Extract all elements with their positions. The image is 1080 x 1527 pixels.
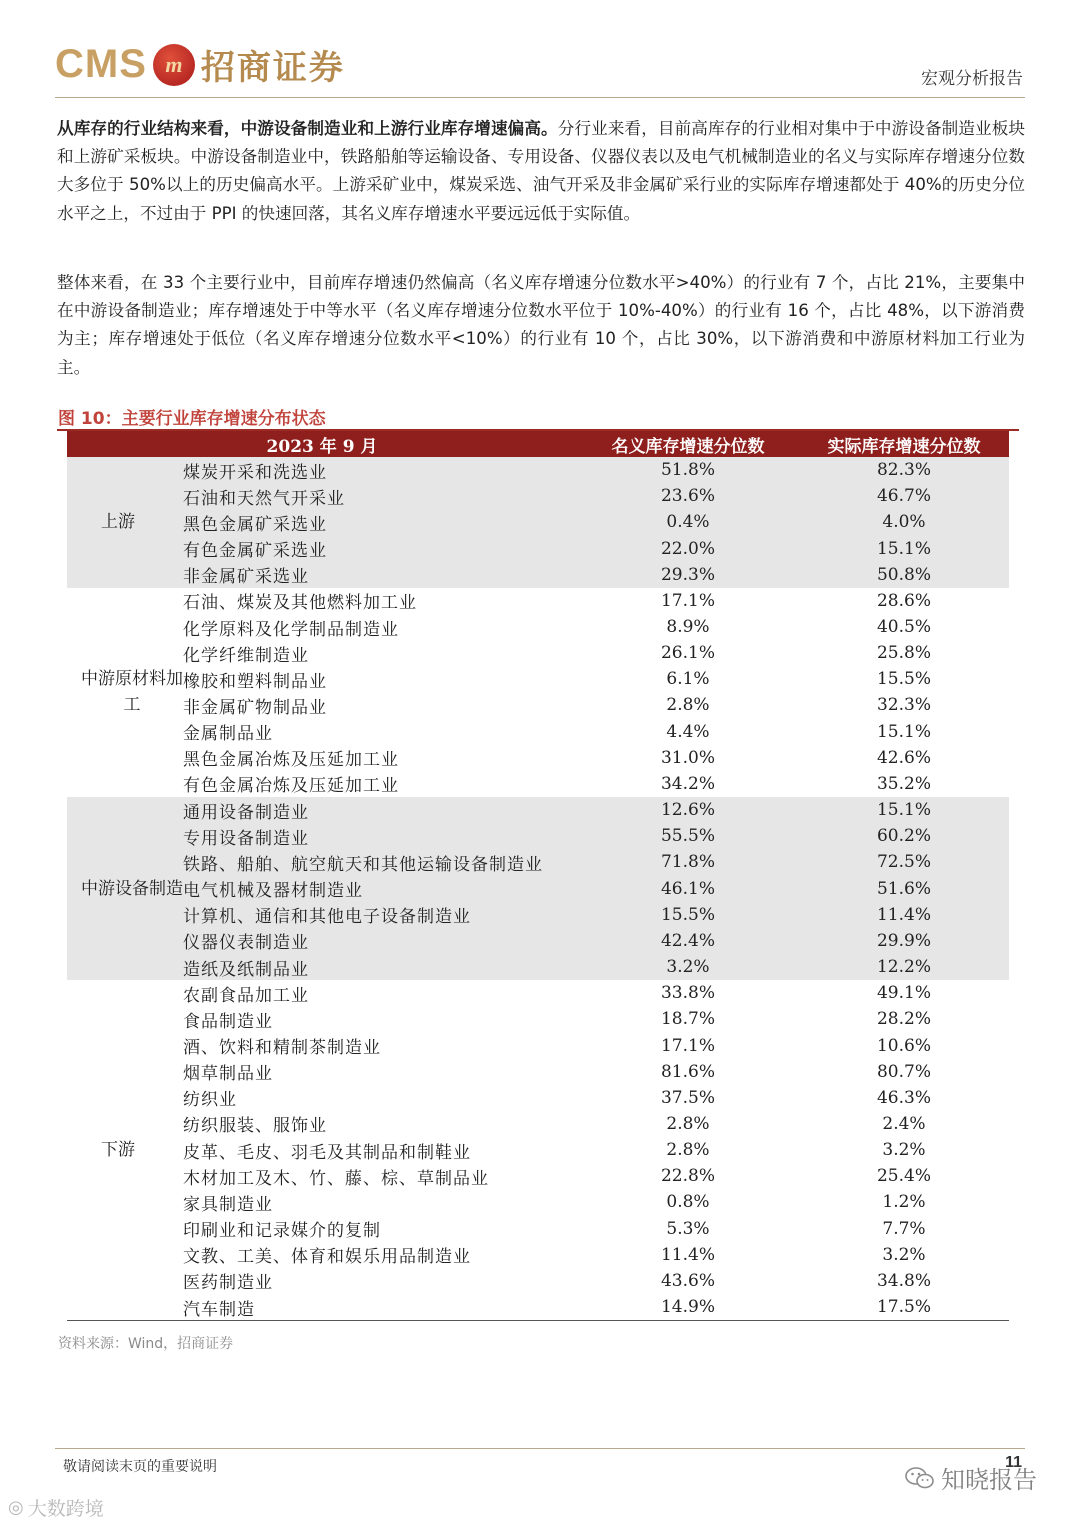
industry-name: 烟草制品业 bbox=[183, 1064, 273, 1085]
table-row bbox=[67, 1111, 1009, 1137]
table-row bbox=[67, 483, 1009, 509]
nominal-percentile: 46.1% bbox=[660, 878, 715, 899]
nominal-percentile: 14.9% bbox=[660, 1297, 715, 1318]
industry-name: 有色金属矿采选业 bbox=[183, 541, 327, 562]
real-percentile: 15.1% bbox=[876, 538, 931, 559]
nominal-percentile: 42.4% bbox=[660, 930, 715, 951]
industry-name: 纺织业 bbox=[183, 1090, 237, 1111]
real-percentile: 51.6% bbox=[876, 878, 931, 899]
logo-latin: CMS bbox=[55, 42, 147, 86]
nominal-percentile: 17.1% bbox=[660, 590, 715, 611]
real-percentile: 17.5% bbox=[876, 1297, 931, 1318]
industry-name: 汽车制造 bbox=[183, 1299, 255, 1320]
paragraph-1-body: 分行业来看，目前高库存的行业相对集中于中游设备制造业板块和上游矿采板块。中游设备制造业中，铁路船舶等运输设备、专用设备、仪器仪表以及电气机械制造业的名义与实际库存增速分位数大多位于 50%以上的历史偏高水平。上游采矿业中，煤炭采选、油气开采及非金属矿采行业的实际库存增速都处于 40%的历史分位水平之上，不过由于 PPI 的快速回落，其名义库存增速水平要远远低于实际值。 bbox=[57, 119, 1026, 223]
table-row bbox=[67, 1189, 1009, 1215]
logo-chinese: 招商证券 bbox=[200, 48, 345, 88]
industry-name: 皮革、毛皮、羽毛及其制品和制鞋业 bbox=[183, 1142, 471, 1163]
nominal-percentile: 81.6% bbox=[660, 1061, 715, 1082]
industry-name: 文教、工美、体育和娱乐用品制造业 bbox=[183, 1247, 471, 1268]
nominal-percentile: 0.4% bbox=[666, 512, 710, 533]
nominal-percentile: 51.8% bbox=[660, 460, 715, 481]
footer-notice: 敬请阅读末页的重要说明 bbox=[63, 1459, 217, 1475]
group-label: 中游原材料加工 bbox=[81, 669, 183, 716]
group-label: 中游设备制造 bbox=[81, 878, 183, 899]
nominal-percentile: 37.5% bbox=[660, 1087, 715, 1108]
real-percentile: 40.5% bbox=[876, 617, 931, 638]
industry-name: 黑色金属矿采选业 bbox=[183, 514, 327, 535]
industry-name: 专用设备制造业 bbox=[183, 828, 309, 849]
cms-logo bbox=[55, 40, 345, 89]
industry-name: 黑色金属冶炼及压延加工业 bbox=[183, 750, 399, 771]
wechat-icon bbox=[905, 1466, 935, 1490]
paragraph-2: 整体来看，在 33 个主要行业中，目前库存增速仍然偏高（名义库存增速分位数水平>40%）的行业有 7 个，占比 21%，主要集中在中游设备制造业；库存增速处于中等水平（名义库存增速分位数水平位于 10%-40%）的行业有 16 个，占比 48%，以下游消费为主；库存增速处于低位（名义库存增速分位数水平<10%）的行业有 10 个，占比 30%，以下游消费和中游原材料加工行业为主。 bbox=[57, 273, 1025, 377]
industry-name: 农副食品加工业 bbox=[183, 985, 309, 1006]
industry-name: 石油、煤炭及其他燃料加工业 bbox=[183, 593, 417, 614]
nominal-percentile: 2.8% bbox=[666, 1140, 710, 1161]
industry-name: 酒、饮料和精制茶制造业 bbox=[183, 1038, 381, 1059]
table-row bbox=[67, 1032, 1009, 1058]
nominal-percentile: 0.8% bbox=[666, 1192, 710, 1213]
table-row bbox=[67, 771, 1009, 797]
group-label: 下游 bbox=[101, 1140, 135, 1161]
table-row bbox=[67, 849, 1009, 875]
nominal-percentile: 17.1% bbox=[660, 1035, 715, 1056]
paragraph-1 bbox=[57, 115, 1025, 228]
table-row bbox=[67, 902, 1009, 928]
paragraph-1-lead: 从库存的行业结构来看，中游设备制造业和上游行业库存增速偏高。 bbox=[57, 119, 558, 138]
header-divider bbox=[55, 97, 1025, 98]
real-percentile: 32.3% bbox=[876, 695, 931, 716]
nominal-percentile: 3.2% bbox=[666, 957, 710, 978]
table-row bbox=[67, 719, 1009, 745]
industry-name: 橡胶和塑料制品业 bbox=[183, 671, 327, 692]
real-percentile: 15.1% bbox=[876, 721, 931, 742]
industry-name: 非金属矿物制品业 bbox=[183, 697, 327, 718]
nominal-percentile: 31.0% bbox=[660, 747, 715, 768]
real-percentile: 25.8% bbox=[876, 643, 931, 664]
nominal-percentile: 71.8% bbox=[660, 852, 715, 873]
nominal-percentile: 22.0% bbox=[660, 538, 715, 559]
industry-name: 石油和天然气开采业 bbox=[183, 488, 345, 509]
footer-divider bbox=[55, 1448, 1025, 1449]
nominal-percentile: 22.8% bbox=[660, 1166, 715, 1187]
industry-name: 煤炭开采和洗选业 bbox=[183, 462, 327, 483]
nominal-percentile: 33.8% bbox=[660, 983, 715, 1004]
table-row bbox=[67, 1137, 1009, 1163]
table-row bbox=[67, 1163, 1009, 1189]
real-percentile: 34.8% bbox=[876, 1270, 931, 1291]
industry-name: 食品制造业 bbox=[183, 1011, 273, 1032]
nominal-percentile: 12.6% bbox=[660, 800, 715, 821]
real-percentile: 12.2% bbox=[876, 957, 931, 978]
real-percentile: 4.0% bbox=[882, 512, 926, 533]
report-type: 宏观分析报告 bbox=[921, 69, 1023, 89]
page-number: 11 bbox=[1005, 1454, 1022, 1471]
real-percentile: 82.3% bbox=[876, 460, 931, 481]
table-group bbox=[67, 980, 1009, 1320]
real-percentile: 7.7% bbox=[882, 1218, 926, 1239]
nominal-percentile: 55.5% bbox=[660, 826, 715, 847]
logo-badge-icon: m bbox=[153, 44, 195, 86]
real-percentile: 3.2% bbox=[882, 1244, 926, 1265]
watermark-right-text: 知晓报告 bbox=[941, 1466, 1037, 1494]
real-percentile: 28.2% bbox=[876, 1009, 931, 1030]
industry-name: 家具制造业 bbox=[183, 1194, 273, 1215]
table-header bbox=[67, 431, 1009, 457]
table-row bbox=[67, 954, 1009, 980]
table-row bbox=[67, 876, 1009, 902]
real-percentile: 2.4% bbox=[882, 1113, 926, 1134]
table-row bbox=[67, 1059, 1009, 1085]
nominal-percentile: 15.5% bbox=[660, 904, 715, 925]
real-percentile: 35.2% bbox=[876, 773, 931, 794]
nominal-percentile: 4.4% bbox=[666, 721, 710, 742]
table-row bbox=[67, 457, 1009, 483]
header-period: 2023 年 9 月 bbox=[266, 436, 378, 457]
nominal-percentile: 29.3% bbox=[660, 564, 715, 585]
real-percentile: 42.6% bbox=[876, 747, 931, 768]
industry-name: 有色金属冶炼及压延加工业 bbox=[183, 776, 399, 797]
nominal-percentile: 2.8% bbox=[666, 1113, 710, 1134]
industry-name: 化学纤维制造业 bbox=[183, 645, 309, 666]
table-bottom-rule bbox=[67, 1320, 1009, 1321]
nominal-percentile: 23.6% bbox=[660, 486, 715, 507]
nominal-percentile: 6.1% bbox=[666, 669, 710, 690]
table-group bbox=[67, 797, 1009, 980]
real-percentile: 25.4% bbox=[876, 1166, 931, 1187]
real-percentile: 15.1% bbox=[876, 800, 931, 821]
industry-name: 医药制造业 bbox=[183, 1273, 273, 1294]
industry-name: 仪器仪表制造业 bbox=[183, 933, 309, 954]
table-row bbox=[67, 562, 1009, 588]
table-row bbox=[67, 823, 1009, 849]
weibo-icon: ◎ bbox=[8, 1497, 24, 1518]
real-percentile: 50.8% bbox=[876, 564, 931, 585]
table-row bbox=[67, 614, 1009, 640]
real-percentile: 46.7% bbox=[876, 486, 931, 507]
table-group bbox=[67, 457, 1009, 588]
table-row bbox=[67, 1294, 1009, 1320]
figure-source: 资料来源：Wind，招商证券 bbox=[58, 1336, 234, 1352]
nominal-percentile: 34.2% bbox=[660, 773, 715, 794]
real-percentile: 60.2% bbox=[876, 826, 931, 847]
table-row bbox=[67, 1216, 1009, 1242]
table-row bbox=[67, 980, 1009, 1006]
nominal-percentile: 18.7% bbox=[660, 1009, 715, 1030]
real-percentile: 46.3% bbox=[876, 1087, 931, 1108]
industry-name: 印刷业和记录媒介的复制 bbox=[183, 1221, 381, 1242]
industry-name: 金属制品业 bbox=[183, 724, 273, 745]
table-row bbox=[67, 928, 1009, 954]
nominal-percentile: 2.8% bbox=[666, 695, 710, 716]
table-row bbox=[67, 1268, 1009, 1294]
page-header bbox=[55, 36, 1025, 96]
table-row bbox=[67, 535, 1009, 561]
real-percentile: 10.6% bbox=[876, 1035, 931, 1056]
table-row bbox=[67, 640, 1009, 666]
industry-name: 计算机、通信和其他电子设备制造业 bbox=[183, 907, 471, 928]
real-percentile: 1.2% bbox=[882, 1192, 926, 1213]
nominal-percentile: 5.3% bbox=[666, 1218, 710, 1239]
watermark-left-text: 大数跨境 bbox=[27, 1498, 104, 1520]
real-percentile: 72.5% bbox=[876, 852, 931, 873]
watermark-right bbox=[905, 1460, 1037, 1495]
group-label: 上游 bbox=[101, 512, 135, 533]
real-percentile: 15.5% bbox=[876, 669, 931, 690]
table-body bbox=[67, 457, 1009, 1320]
industry-name: 造纸及纸制品业 bbox=[183, 959, 309, 980]
real-percentile: 29.9% bbox=[876, 930, 931, 951]
real-percentile: 80.7% bbox=[876, 1061, 931, 1082]
industry-name: 通用设备制造业 bbox=[183, 802, 309, 823]
nominal-percentile: 11.4% bbox=[660, 1244, 715, 1265]
table-row bbox=[67, 797, 1009, 823]
real-percentile: 28.6% bbox=[876, 590, 931, 611]
nominal-percentile: 43.6% bbox=[660, 1270, 715, 1291]
table-row bbox=[67, 1006, 1009, 1032]
real-percentile: 49.1% bbox=[876, 983, 931, 1004]
real-percentile: 11.4% bbox=[876, 904, 931, 925]
nominal-percentile: 8.9% bbox=[666, 617, 710, 638]
table-group bbox=[67, 588, 1009, 797]
table-row bbox=[67, 666, 1009, 692]
table-row bbox=[67, 509, 1009, 535]
header-real: 实际库存增速分位数 bbox=[827, 436, 981, 457]
industry-name: 非金属矿采选业 bbox=[183, 567, 309, 588]
industry-name: 化学原料及化学制品制造业 bbox=[183, 619, 399, 640]
industry-name: 纺织服装、服饰业 bbox=[183, 1116, 327, 1137]
industry-name: 电气机械及器材制造业 bbox=[183, 881, 363, 902]
real-percentile: 3.2% bbox=[882, 1140, 926, 1161]
header-nominal: 名义库存增速分位数 bbox=[611, 436, 765, 457]
industry-name: 木材加工及木、竹、藤、棕、草制品业 bbox=[183, 1168, 489, 1189]
table-row bbox=[67, 1242, 1009, 1268]
table-row bbox=[67, 692, 1009, 718]
figure-title: 图 10：主要行业库存增速分布状态 bbox=[58, 409, 326, 429]
industry-name: 铁路、船舶、航空航天和其他运输设备制造业 bbox=[183, 854, 543, 875]
watermark-left bbox=[8, 1494, 104, 1521]
inventory-table bbox=[67, 431, 1009, 1321]
table-row bbox=[67, 1085, 1009, 1111]
nominal-percentile: 26.1% bbox=[660, 643, 715, 664]
table-row bbox=[67, 745, 1009, 771]
table-row bbox=[67, 588, 1009, 614]
